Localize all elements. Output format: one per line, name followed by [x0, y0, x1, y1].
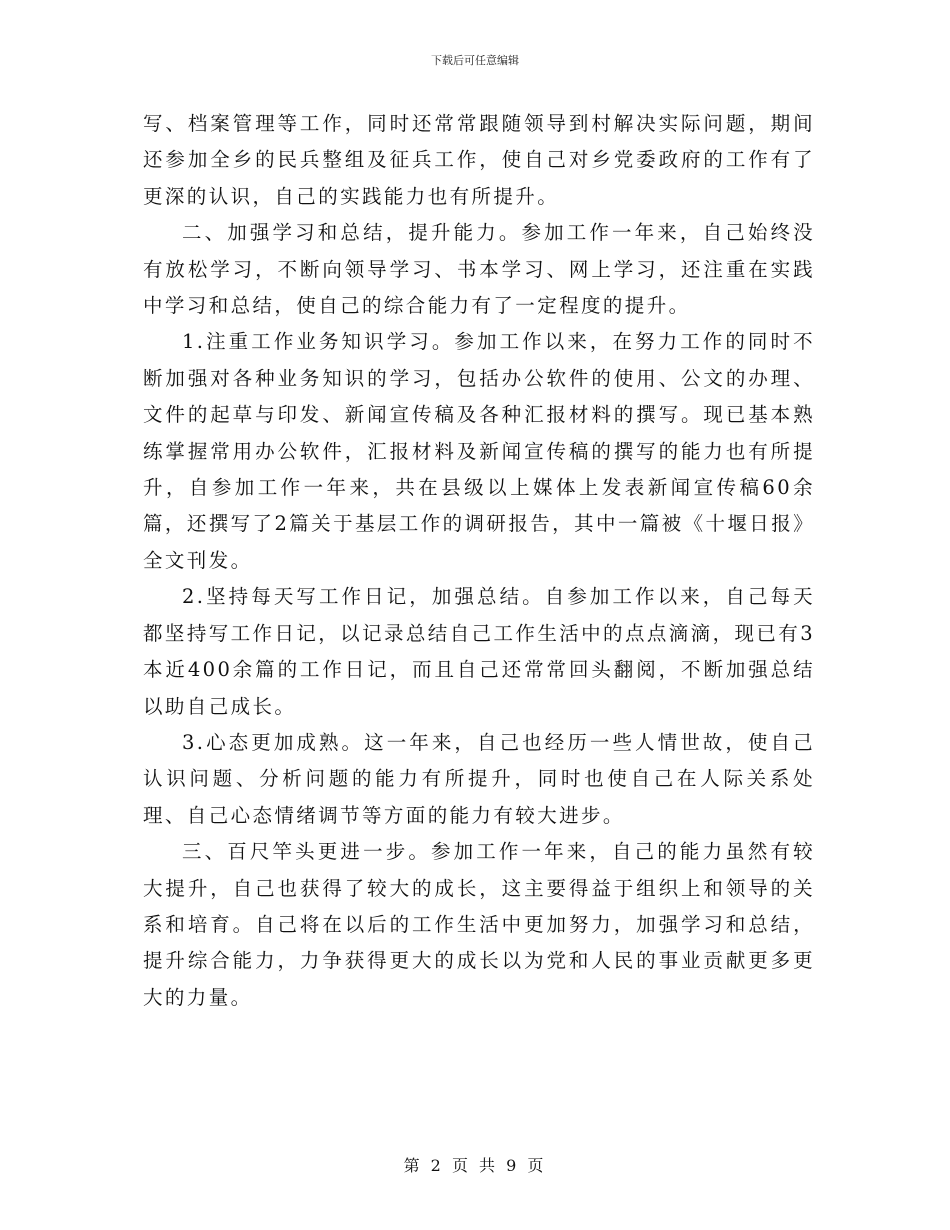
- paragraph-item-three: 3.心态更加成熟。这一年来，自己也经历一些人情世故，使自己认识问题、分析问题的能力有所提升，同时也使自己在人际关系处理、自己心态情绪调节等方面的能力有较大进步。: [143, 730, 815, 827]
- paragraph-item-two: 2.坚持每天写工作日记，加强总结。自参加工作以来，自己每天都坚持写工作日记，以记录总结自己工作生活中的点点滴滴，现已有3本近400余篇的工作日记，而且自己还常常回头翻阅，不断加强总结以助自己成长。: [143, 585, 815, 718]
- paragraph-section-three: 三、百尺竿头更进一步。参加工作一年来，自己的能力虽然有较大提升，自己也获得了较大的成长，这主要得益于组织上和领导的关系和培育。自己将在以后的工作生活中更加努力，加强学习和总结，提升综合能力，力争获得更大的成长以为党和人民的事业贡献更多更大的力量。: [143, 840, 815, 1009]
- page-header: 下载后可任意编辑: [431, 54, 519, 67]
- page-footer: 第 2 页 共 9 页: [403, 1156, 547, 1175]
- paragraph-continuation: 写、档案管理等工作，同时还常常跟随领导到村解决实际问题，期间还参加全乡的民兵整组及征兵工作，使自己对乡党委政府的工作有了更深的认识，自己的实践能力也有所提升。: [143, 112, 815, 208]
- paragraph-item-one: 1.注重工作业务知识学习。参加工作以来，在努力工作的同时不断加强对各种业务知识的学习，包括办公软件的使用、公文的办理、文件的起草与印发、新闻宣传稿及各种汇报材料的撰写。现已基本熟练掌握常用办公软件，汇报材料及新闻宣传稿的撰写的能力也有所提升，自参加工作一年来，共在县级以上媒体上发表新闻宣传稿60余篇，还撰写了2篇关于基层工作的调研报告，其中一篇被《十堰日报》全文刊发。: [143, 330, 815, 572]
- paragraph-section-two: 二、加强学习和总结，提升能力。参加工作一年来，自己始终没有放松学习，不断向领导学习、书本学习、网上学习，还注重在实践中学习和总结，使自己的综合能力有了一定程度的提升。: [143, 221, 815, 318]
- document-body: [143, 106, 815, 1016]
